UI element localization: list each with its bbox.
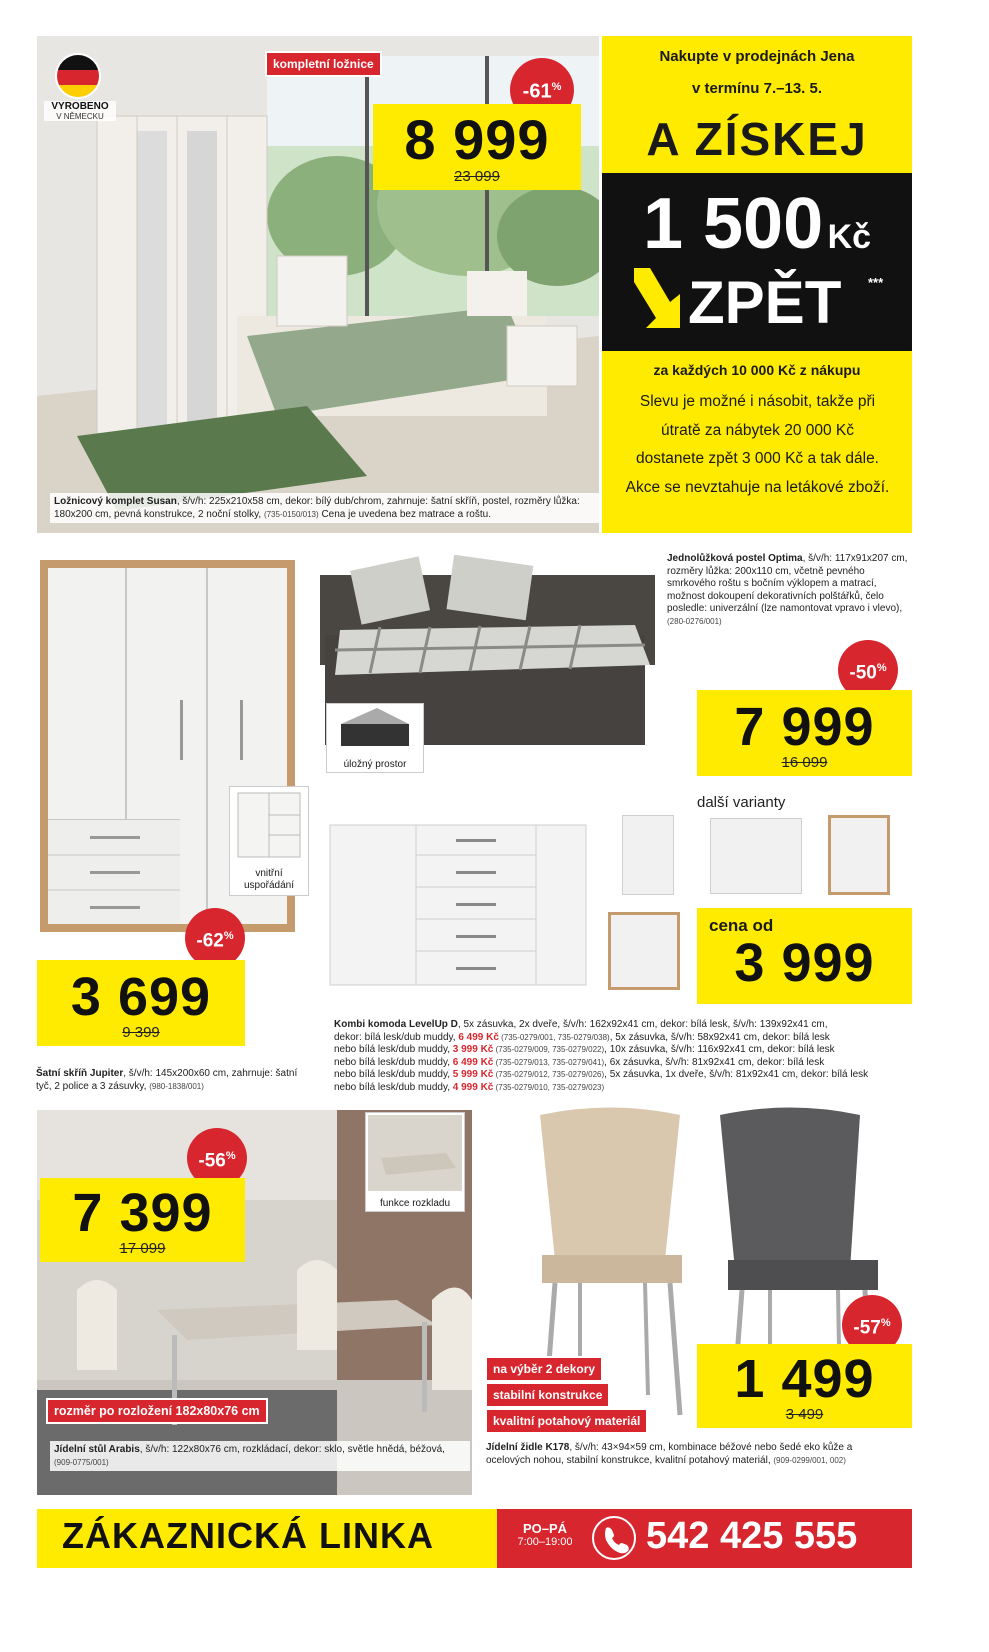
- footer-phone[interactable]: 542 425 555: [646, 1515, 858, 1557]
- promo-body: Slevu je možné i násobit, takže při útratě za nábytek 20 000 Kč dostanete zpět 3 000 Kč a tak dále. Akce se nevztahuje na letákové zboží.: [625, 393, 890, 496]
- bedroom-description: Ložnicový komplet Susan, š/v/h: 225x210x58 cm, dekor: bílý dub/chrom, zahrnuje: šatní skříň, postel, rozměry lůžka: 180x200 cm, pevná konstrukce, 2 noční stolky, (735-0150/013) Cena je uvedena bez matrace a roštu.: [50, 493, 600, 523]
- dresser-price-prefix: cena od: [709, 916, 774, 935]
- complete-bedroom-tag: kompletní ložnice: [265, 51, 382, 77]
- promo-stars: ***: [868, 275, 884, 290]
- chair-product-name: Jídelní židle K178: [486, 1442, 570, 1453]
- promo-amount-row: [602, 183, 912, 265]
- dresser-description: Kombi komoda LevelUp D, 5x zásuvka, 2x dveře, š/v/h: 162x92x41 cm, dekor: bílá lesk, š/v/h: 139x92x41 cm, dekor: bílá lesk/dub muddy, 6 499 Kč (735-0279/001, 735-0279/038), 5x zásuvka, š/v/h: 58x92x41 cm, dekor: bílá lesk nebo bílá lesk/dub muddy, 3 999 Kč (735-0279/009, 735-0279/022), 10x zásuvka, š/v/h: 116x92x41 cm, dekor: bílá lesk nebo bílá lesk/dub muddy, 6 499 Kč (735-0279/013, 735-0279/041), 6x zásuvka, š/v/h: 81x92x41 cm, dekor: bílá lesk nebo bílá lesk/dub muddy, 5 999 Kč (735-0279/012, 735-0279/026), 5x zásuvka, 1x dveře, š/v/h: 81x92x41 cm, dekor: bílá lesk nebo bílá lesk/dub muddy, 4 999 Kč (735-0279/010, 735-0279/023): [334, 1019, 869, 1093]
- promo-headline: A ZÍSKEJ: [646, 113, 868, 165]
- bedroom-price: 8 999: [404, 108, 550, 171]
- dresser-price-box: [697, 908, 912, 1004]
- wardrobe-description: Šatní skříň Jupiter, š/v/h: 145x200x60 cm, zahrnuje: šatní tyč, 2 police a 3 zásuvky, (980-1838/001): [36, 1068, 298, 1092]
- promo-back: ZPĚT: [688, 269, 842, 336]
- made-in-label: [44, 101, 116, 121]
- table-description: Jídelní stůl Arabis, š/v/h: 122x80x76 cm, rozkládací, dekor: sklo, světle hnědá, béžová, (909-0775/001): [50, 1441, 470, 1471]
- wardrobe-price-box: [37, 960, 245, 1046]
- bed-inset-caption: úložný prostor: [343, 759, 407, 770]
- made-in-line2: V NĚMECKU: [56, 112, 104, 121]
- table-inset: [365, 1112, 465, 1212]
- table-old-price: 17 099: [119, 1240, 166, 1257]
- wardrobe-price: 3 699: [70, 967, 212, 1027]
- chair-old-price: 3 499: [785, 1406, 824, 1423]
- table-discount-value: -56: [198, 1150, 226, 1172]
- dresser-variants-label: další varianty: [697, 794, 786, 811]
- phone-icon: [592, 1516, 636, 1560]
- table-discount-badge: -56%: [187, 1128, 247, 1188]
- chair-tag-1: na výběr 2 dekory: [485, 1356, 603, 1382]
- dresser-variant-1: [622, 815, 674, 895]
- bedroom-discount-badge: -61%: [510, 58, 574, 122]
- bed-inset: [326, 703, 424, 773]
- german-flag-icon: [55, 53, 101, 99]
- table-price: 7 399: [72, 1183, 213, 1243]
- bed-old-price: 16 099: [781, 754, 828, 771]
- bed-price: 7 999: [734, 697, 875, 757]
- table-size-tag: rozměr po rozložení 182x80x76 cm: [46, 1398, 268, 1424]
- bedroom-product-name: Ložnicový komplet Susan: [54, 496, 177, 507]
- bedroom-discount-value: -61: [522, 80, 552, 103]
- wardrobe-inset-caption: vnitřní uspořádání: [243, 868, 295, 891]
- bed-discount-badge: -50%: [838, 640, 898, 700]
- wardrobe-photo: [40, 560, 295, 960]
- bed-description: Jednolůžková postel Optima, š/v/h: 117x91x207 cm, rozměry lůžka: 200x110 cm, včetně pevného smrkového roštu s bočním výklopem a matrací, možnost dokoupení dekorativních polštářků, čelo posledle: univerzální (lze namontovat vpravo i vlevo), (280-0276/001): [667, 553, 908, 626]
- bedroom-old-price: 23 099: [454, 168, 500, 185]
- dresser-price: 3 999: [734, 933, 875, 993]
- dresser-variant-2: [710, 818, 802, 894]
- wardrobe-inset: [229, 786, 309, 896]
- table-product-name: Jídelní stůl Arabis: [54, 1444, 140, 1455]
- dresser-product-name: Kombi komoda LevelUp D: [334, 1019, 458, 1030]
- promo-arrow-icon: [628, 262, 688, 339]
- wardrobe-discount-value: -62: [196, 930, 224, 952]
- footer-hours-time: 7:00–19:00: [517, 1536, 573, 1548]
- footer-hours: [505, 1521, 585, 1548]
- footer-hours-days: PO–PÁ: [522, 1521, 568, 1536]
- promo-currency: Kč: [827, 218, 872, 256]
- dresser-photo: [326, 815, 590, 990]
- promo-line2: v termínu 7.–13. 5.: [691, 80, 823, 97]
- bed-price-box: [697, 690, 912, 776]
- promo-line1: Nakupte v prodejnách Jena: [659, 48, 855, 65]
- table-price-box: [40, 1178, 245, 1262]
- chair-discount-badge: -57%: [842, 1295, 902, 1355]
- dresser-variant-3: [828, 815, 890, 895]
- promo-amount: 1 500: [642, 184, 824, 264]
- chair-price: 1 499: [734, 1349, 875, 1409]
- bed-discount-value: -50: [849, 662, 877, 684]
- bedroom-price-box: [373, 104, 581, 190]
- wardrobe-discount-badge: -62%: [185, 908, 245, 968]
- footer-label: ZÁKAZNICKÁ LINKA: [62, 1515, 434, 1556]
- chair-discount-value: -57: [853, 1317, 881, 1339]
- promo-condition: za každých 10 000 Kč z nákupu: [653, 362, 861, 378]
- table-inset-caption: funkce rozkladu: [379, 1198, 451, 1209]
- chair-price-box: [697, 1344, 912, 1428]
- dresser-variant-4: [608, 912, 680, 990]
- bed-product-name: Jednolůžková postel Optima: [667, 553, 803, 564]
- chair-tag-2: stabilní konstrukce: [485, 1382, 610, 1408]
- wardrobe-product-name: Šatní skříň Jupiter: [36, 1068, 124, 1079]
- chair-description: Jídelní židle K178, š/v/h: 43×94×59 cm, kombinace béžové nebo šedé eko kůže a ocelových nohou, stabilní konstrukce, kvalitní potahový materiál, (909-0299/001, 002): [486, 1442, 853, 1466]
- made-in-line1: VYROBENO: [51, 101, 109, 112]
- chair-tag-3: kvalitní potahový materiál: [485, 1408, 648, 1434]
- wardrobe-old-price: 9 399: [122, 1024, 160, 1041]
